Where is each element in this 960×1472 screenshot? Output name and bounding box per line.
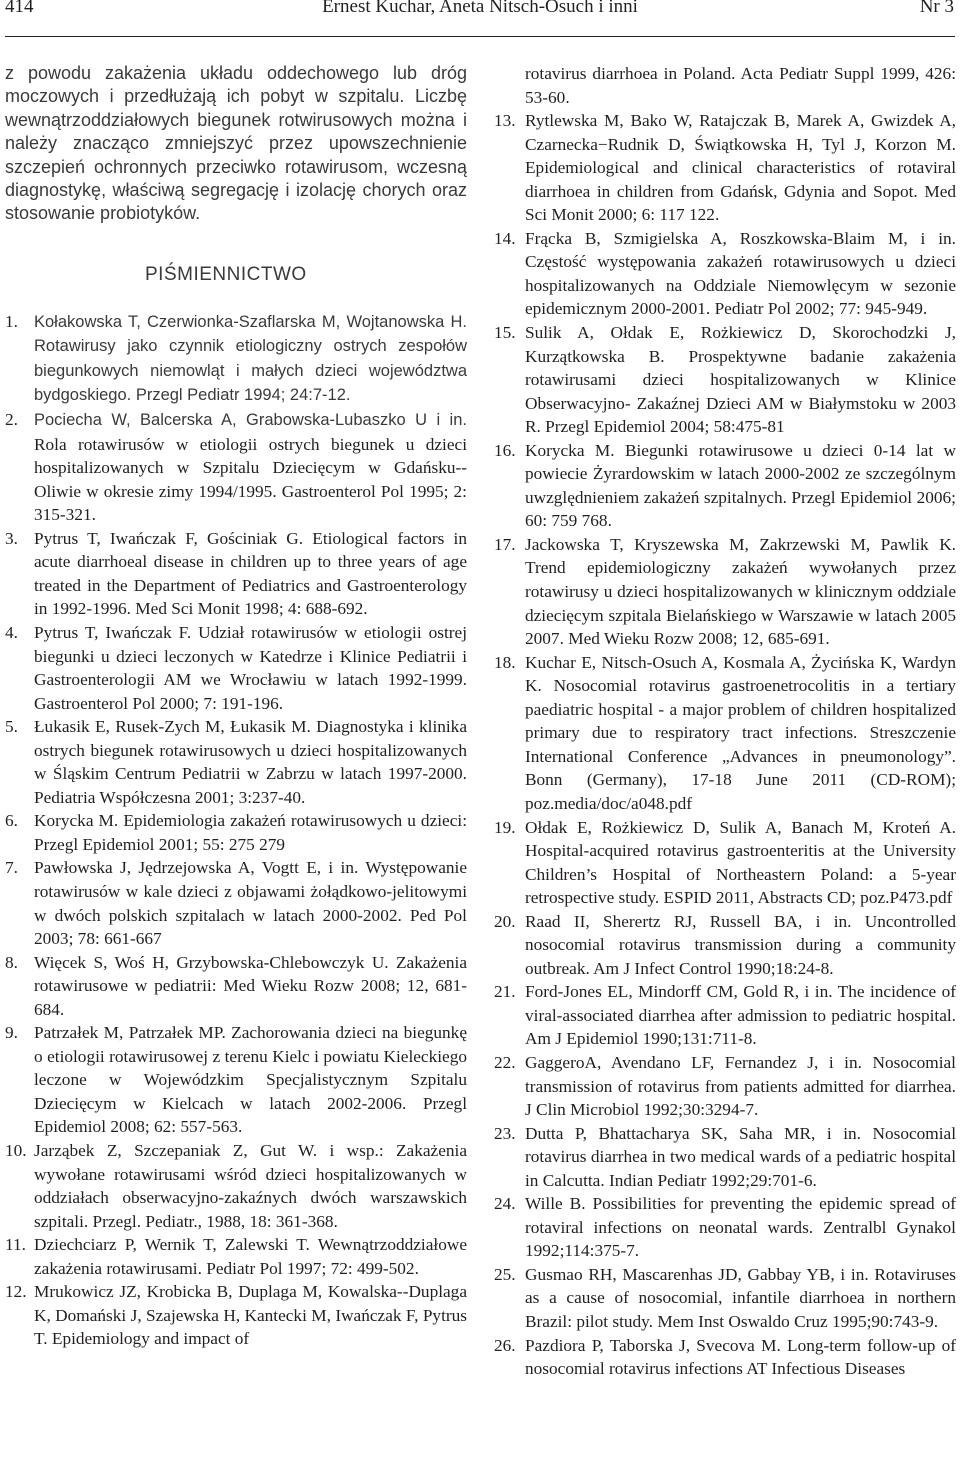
reference-list-right bbox=[494, 62, 956, 1381]
reference-item: 20. Raad II, Sherertz RJ, Russell BA, i in. Uncontrolled nosocomial rotavirus transmission during a community outbreak. Am J Infect Control 1990;18:24-8. bbox=[494, 911, 956, 978]
reference-item: 12. Mrukowicz JZ, Krobicka B, Duplaga M, Kowalska--Duplaga K, Domański J, Szajewska H, Kantecki M, Iwańczak F, Pytrus T. Epidemiology and impact of bbox=[5, 1282, 467, 1349]
reference-item: 10. Jarząbek Z, Szczepaniak Z, Gut W. i wsp.: Zakażenia wywołane rotawirusami wśród dzieci hospitalizowanych w oddziałach obserwacyjno-zakaźnych dwóch warszawskich szpitali. Przegl. Pediatr., 1988, 18: 361-368. bbox=[5, 1140, 467, 1231]
running-header bbox=[0, 0, 960, 30]
right-column bbox=[494, 62, 956, 1381]
reference-item: 25. Gusmao RH, Mascarenhas JD, Gabbay YB, i in. Rotaviruses as a cause of nosocomial, infantile diarrhoea in northern Brazil: pilot study. Mem Inst Oswaldo Cruz 1995;90:743-9. bbox=[494, 1264, 956, 1331]
reference-item: 7. Pawłowska J, Jędrzejowska A, Vogtt E, i in. Występowanie rotawirusów w kale dzieci z objawami żołądkowo-jelitowymi w dwóch polskich szpitalach w latach 2000-2002. Ped Pol 2003; 78: 661-667 bbox=[5, 858, 467, 949]
reference-item: 15. Sulik A, Ołdak E, Rożkiewicz D, Skorochodzki J, Kurzątkowska B. Prospektywne badanie zakażenia rotawirusami dzieci hospitalizowanych w Klinice Obserwacyjno- Zakaźnej Dzieci AM w Białymstoku w 2003 R. Przegl Epidemiol 2004; 58:475-81 bbox=[494, 323, 956, 437]
reference-item: 24. Wille B. Possibilities for preventing the epidemic spread of rotaviral infections on neonatal wards. Zentralbl Gynakol 1992;114:375-7. bbox=[494, 1194, 956, 1261]
reference-item: 26. Pazdiora P, Taborska J, Svecova M. Long-term follow-up of nosocomial rotavirus infections AT Infectious Diseases bbox=[494, 1335, 956, 1379]
reference-item: 9. Patrzałek M, Patrzałek MP. Zachorowania dzieci na biegunkę o etiologii rotawirusowej z terenu Kielc i powiatu Kieleckiego leczone w Wojewódzkim Specjalistycznym Szpitalu Dziecięcym w Kielcach w latach 2002-2006. Przegl Epidemiol 2008; 62: 557-563. bbox=[5, 1023, 467, 1137]
left-column bbox=[5, 62, 467, 1351]
header-rule bbox=[5, 36, 955, 37]
reference-item: 18. Kuchar E, Nitsch-Osuch A, Kosmala A, Życińska K, Wardyn K. Nosocomial rotavirus gastroenetrocolitis in a tertiary paediatric hospital - a major problem of children hospitalized primary due to respiratory tract infections. Streszczenie International Conference „Advances in pneumonology”. Bonn (Germany), 17-18 June 2011 (CD-ROM); poz.media/doc/a048.pdf bbox=[494, 652, 956, 813]
reference-item: 13. Rytlewska M, Bako W, Ratajczak B, Marek A, Gwizdek A, Czarnecka−Rudnik D, Świątkowska H, Tyl J, Korzon M. Epidemiological and clinical characteristics of rotaviral diarrhoea in children from Gdańsk, Gdynia and Sopot. Med Sci Monit 2000; 6: 117 122. bbox=[494, 111, 956, 225]
issue-number: Nr 3 bbox=[919, 0, 954, 17]
reference-item: 11. Dziechciarz P, Wernik T, Zalewski T. Wewnątrzoddziałowe zakażenia rotawirusami. Pediatr Pol 1997; 72: 499-502. bbox=[5, 1235, 467, 1278]
section-title: PIŚMIENNICTWO bbox=[145, 263, 307, 285]
reference-item: 16. Korycka M. Biegunki rotawirusowe u dzieci 0-14 lat w powiecie Żyrardowskim w latach 2000-2002 ze szczególnym uwzględnieniem zakażeń szpitalnych. Przegl Epidemiol 2006; 60: 759 768. bbox=[494, 440, 956, 531]
reference-item: 6. Korycka M. Epidemiologia zakażeń rotawirusowych u dzieci: Przegl Epidemiol 2001; 55: 275 279 bbox=[5, 811, 467, 854]
reference-item: 4. Pytrus T, Iwańczak F. Udział rotawirusów w etiologii ostrej biegunki u dzieci leczonych w Katedrze i Klinice Pediatrii i Gastroenterologii AM we Wrocławiu w latach 1992-1999. Gastroenterol Pol 2000; 7: 191-196. bbox=[5, 622, 467, 713]
reference-item: 23. Dutta P, Bhattacharya SK, Saha MR, i in. Nosocomial rotavirus diarrhea in two medical wards of a pediatric hospital in Calcutta. Indian Pediatr 1992;29:701-6. bbox=[494, 1123, 956, 1190]
reference-item: 14. Frącka B, Szmigielska A, Roszkowska-Blaim M, i in. Częstość występowania zakażeń rotawirusowych u dzieci hospitalizowanych na Oddziale Niemowlęcym w sezonie epidemicznym 2000-2001. Pediatr Pol 2002; 77: 945-949. bbox=[494, 228, 956, 319]
reference-continuation: rotavirus diarrhoea in Poland. Acta Pediatr Suppl 1999, 426: 53-60. bbox=[525, 64, 956, 107]
reference-item: 2. Pociecha W, Balcerska A, Grabowska-Lubaszko U i in. Rola rotawirusów w etiologii ostrych biegunek u dzieci hospitalizowanych w Szpitalu Dziecięcym w Gdańsku--Oliwie w okresie zimy 1994/1995. Gastroenterol Pol 1995; 2: 315-321. bbox=[5, 410, 467, 525]
reference-item: 5. Łukasik E, Rusek-Zych M, Łukasik M. Diagnostyka i klinika ostrych biegunek rotawirusowych u dzieci hospitalizowanych w Śląskim Centrum Pediatrii w Zabrzu w latach 1997-2000. Pediatria Współczesna 2001; 3:237-40. bbox=[5, 717, 467, 807]
intro-paragraph: z powodu zakażenia układu oddechowego lub dróg moczowych i przedłużają ich pobyt w szpitalu. Liczbę wewnątrzoddziałowych biegunek rotwirusowych można i należy znacząco zmniejszyć przez upowszechnienie szczepień ochronnych przeciwko rotawirusom, wczesną diagnostykę, właściwą segregację i izolację chorych oraz stosowanie probiotyków. bbox=[5, 63, 467, 224]
page-number: 414 bbox=[5, 0, 34, 17]
reference-item: 1. Kołakowska T, Czerwionka-Szaflarska M, Wojtanowska H. Rotawirusy jako czynnik etiologiczny ostrych zespołów biegunkowych niemowląt i małych dzieci województwa bydgoskiego. Przegl Pediatr 1994; 24:7-12. bbox=[5, 311, 467, 405]
reference-item: 22. GaggeroA, Avendano LF, Fernandez J, i in. Nosocomial transmission of rotavirus from patients admitted for diarrhea. J Clin Microbiol 1992;30:3294-7. bbox=[494, 1052, 956, 1120]
reference-item: 21. Ford-Jones EL, Mindorff CM, Gold R, i in. The incidence of viral-associated diarrhea after admission to pediatric hospital. Am J Epidemiol 1990;131:711-8. bbox=[494, 982, 956, 1049]
reference-item: 8. Więcek S, Woś H, Grzybowska-Chlebowczyk U. Zakażenia rotawirusowe w pediatrii: Med Wieku Rozw 2008; 12, 681-684. bbox=[5, 952, 467, 1019]
reference-list-left bbox=[5, 310, 467, 1351]
reference-item: 17. Jackowska T, Kryszewska M, Zakrzewski M, Pawlik K. Trend epidemiologiczny zakażeń wywołanych przez rotawirusy u dzieci hospitalizowanych w klinicznym oddziale dziecięcym szpitala Bielańskiego w Warszawie w latach 2005 2007. Med Wieku Rozw 2008; 12, 685-691. bbox=[494, 534, 956, 649]
running-authors: Ernest Kuchar, Aneta Nitsch-Osuch i inni bbox=[322, 0, 638, 17]
reference-item: 19. Ołdak E, Rożkiewicz D, Sulik A, Banach M, Kroteń A. Hospital-acquired rotavirus gastroenteritis at the University Children’s Hospital of Northeastern Poland: a 5-year retrospective study. ESPID 2011, Abstracts CD; poz.P473.pdf bbox=[494, 817, 956, 908]
reference-item: 3. Pytrus T, Iwańczak F, Gościniak G. Etiological factors in acute diarrhoeal disease in children up to three years of age treated in the Department of Pediatrics and Gastroenterology in 1992-1996. Med Sci Monit 1998; 4: 688-692. bbox=[5, 528, 467, 619]
